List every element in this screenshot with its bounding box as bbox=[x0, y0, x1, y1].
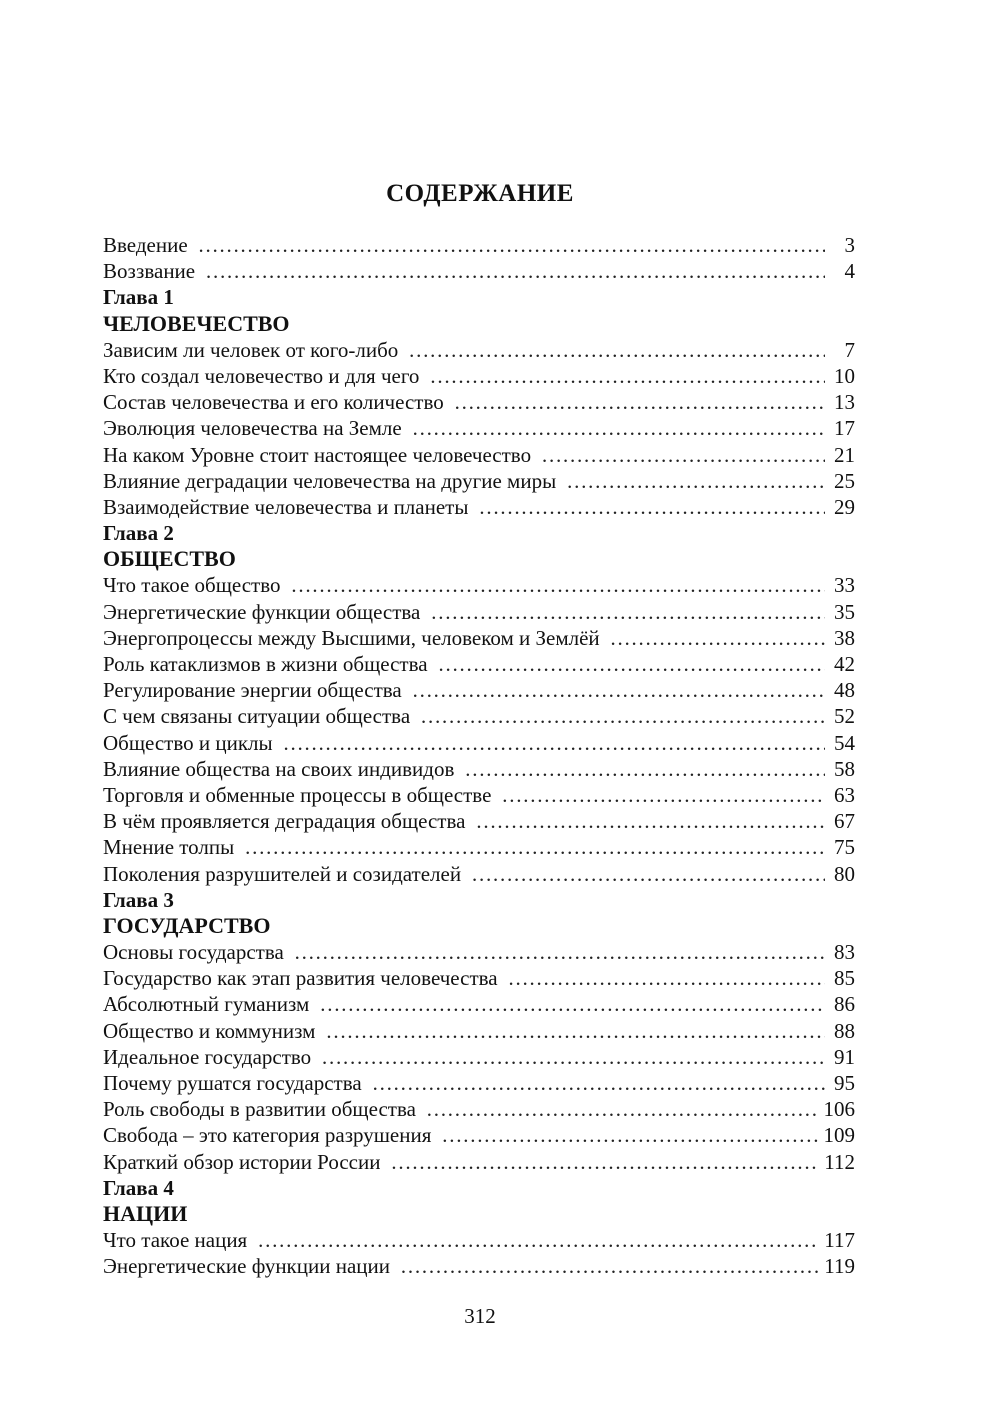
dot-leader bbox=[294, 939, 825, 965]
dot-leader bbox=[412, 415, 825, 441]
toc-entry bbox=[103, 1122, 855, 1148]
toc-entry-page: 58 bbox=[834, 756, 855, 781]
toc-entry-page: 29 bbox=[834, 494, 855, 519]
toc-entry bbox=[103, 808, 855, 834]
toc-entry-page: 54 bbox=[834, 730, 855, 755]
dot-leader bbox=[508, 965, 825, 991]
toc-entry-title: Влияние общества на своих индивидов bbox=[103, 756, 455, 781]
toc-entry bbox=[103, 1149, 855, 1175]
toc-entry-title: В чём проявляется деградация общества bbox=[103, 809, 466, 834]
toc-entry bbox=[103, 572, 855, 598]
toc-entry-title: Взаимодействие человечества и планеты bbox=[103, 494, 469, 519]
toc-entry bbox=[103, 1044, 855, 1070]
toc-entry-title: Основы государства bbox=[103, 940, 284, 965]
dot-leader bbox=[291, 572, 826, 598]
toc-entry-title: Свобода – это категория разрушения bbox=[103, 1123, 432, 1148]
toc-entry-page: 48 bbox=[834, 678, 855, 703]
toc-entry bbox=[103, 756, 855, 782]
toc-entry-page: 83 bbox=[834, 940, 855, 965]
page-title: СОДЕРЖАНИЕ bbox=[386, 180, 574, 207]
toc-entry-title: Регулирование энергии общества bbox=[103, 678, 402, 703]
toc-entry-page: 86 bbox=[834, 992, 855, 1017]
toc-entry bbox=[103, 468, 855, 494]
dot-leader bbox=[325, 1018, 825, 1044]
dot-leader bbox=[610, 625, 825, 651]
chapter-label: Глава 4 bbox=[103, 1175, 174, 1200]
toc-entry-page: 21 bbox=[834, 442, 855, 467]
toc-entry-page: 95 bbox=[834, 1071, 855, 1095]
toc-entry-title: Энергетические функции нации bbox=[103, 1254, 390, 1279]
toc-entry-title: Общество и коммунизм bbox=[103, 1018, 316, 1043]
toc-entry bbox=[103, 599, 855, 625]
toc-entry-title: Мнение толпы bbox=[103, 835, 235, 860]
chapter-label: Глава 3 bbox=[103, 887, 174, 912]
dot-leader bbox=[244, 834, 825, 860]
toc-entry-page: 13 bbox=[834, 390, 855, 415]
toc-entry-page: 38 bbox=[834, 625, 855, 650]
toc-entry bbox=[103, 991, 855, 1017]
chapter-title: ГОСУДАРСТВО bbox=[103, 912, 271, 938]
toc-entry bbox=[103, 625, 855, 651]
chapter-title: НАЦИИ bbox=[103, 1200, 188, 1226]
toc-entry-page: 85 bbox=[834, 966, 855, 991]
toc-entry-title: Что такое общество bbox=[103, 573, 281, 598]
toc-entry bbox=[103, 730, 855, 756]
toc-entry-page: 88 bbox=[834, 1018, 855, 1043]
toc-entry-page: 52 bbox=[834, 704, 855, 729]
toc-entry-title: Введение bbox=[103, 233, 188, 257]
toc-entry-title: Государство как этап развития человечества bbox=[103, 966, 498, 991]
page-number: 312 bbox=[464, 1304, 496, 1328]
dot-leader bbox=[430, 599, 825, 625]
toc-entry-title: Идеальное государство bbox=[103, 1044, 312, 1069]
toc-entry bbox=[103, 1253, 855, 1279]
toc-entry bbox=[103, 1227, 855, 1253]
toc-entry bbox=[103, 442, 855, 468]
table-of-contents bbox=[103, 232, 855, 1280]
toc-entry-title: Кто создал человечество и для чего bbox=[103, 363, 420, 388]
toc-entry-title: С чем связаны ситуации общества bbox=[103, 704, 411, 729]
toc-entry-page: 109 bbox=[823, 1123, 855, 1148]
toc-entry-page: 42 bbox=[834, 652, 855, 676]
toc-entry bbox=[103, 1070, 855, 1096]
toc-entry-title: Роль катаклизмов в жизни общества bbox=[103, 652, 428, 676]
toc-entry-title: Абсолютный гуманизм bbox=[103, 992, 310, 1017]
chapter-label: Глава 2 bbox=[103, 521, 174, 546]
toc-entry-title: Поколения разрушителей и созидателей bbox=[103, 861, 462, 886]
toc-entry-title: Энергетические функции общества bbox=[103, 599, 421, 624]
toc-entry-page: 75 bbox=[834, 835, 855, 860]
toc-entry-title: Краткий обзор истории России bbox=[103, 1149, 381, 1174]
dot-leader bbox=[454, 389, 825, 415]
toc-entry-title: Общество и циклы bbox=[103, 730, 273, 755]
dot-leader bbox=[321, 1044, 825, 1070]
toc-entry bbox=[103, 232, 855, 258]
dot-leader bbox=[475, 808, 825, 834]
chapter-title: ЧЕЛОВЕЧЕСТВО bbox=[103, 310, 290, 336]
toc-entry bbox=[103, 389, 855, 415]
dot-leader bbox=[319, 991, 825, 1017]
toc-entry bbox=[103, 939, 855, 965]
dot-leader bbox=[441, 1122, 817, 1148]
dot-leader bbox=[205, 258, 825, 284]
toc-entry-title: Торговля и обменные процессы в обществе bbox=[103, 782, 492, 807]
dot-leader bbox=[283, 730, 825, 756]
dot-leader bbox=[390, 1149, 818, 1175]
dot-leader bbox=[541, 442, 825, 468]
chapter-label: Глава 1 bbox=[103, 285, 174, 310]
toc-entry-page: 119 bbox=[824, 1254, 855, 1279]
chapter-title: ОБЩЕСТВО bbox=[103, 546, 236, 572]
dot-leader bbox=[478, 494, 825, 520]
toc-entry bbox=[103, 415, 855, 441]
toc-entry bbox=[103, 677, 855, 703]
toc-entry bbox=[103, 834, 855, 860]
toc-entry-title: Эволюция человечества на Земле bbox=[103, 416, 402, 441]
toc-entry bbox=[103, 965, 855, 991]
toc-entry-page: 112 bbox=[824, 1149, 855, 1174]
dot-leader bbox=[372, 1070, 825, 1096]
toc-entry-page: 7 bbox=[844, 337, 855, 362]
toc-entry-title: Зависим ли человек от кого-либо bbox=[103, 337, 399, 362]
toc-entry-page: 17 bbox=[834, 416, 855, 441]
toc-entry-title: На каком Уровне стоит настоящее человечество bbox=[103, 442, 532, 467]
dot-leader bbox=[464, 756, 825, 782]
toc-entry-page: 3 bbox=[844, 233, 855, 257]
toc-entry bbox=[103, 703, 855, 729]
toc-entry-page: 106 bbox=[823, 1097, 855, 1122]
toc-entry bbox=[103, 494, 855, 520]
dot-leader bbox=[471, 861, 825, 887]
toc-entry-title: Воззвание bbox=[103, 259, 196, 284]
toc-entry-page: 25 bbox=[834, 468, 855, 493]
toc-entry bbox=[103, 782, 855, 808]
dot-leader bbox=[408, 337, 825, 363]
toc-entry-title: Состав человечества и его количество bbox=[103, 390, 444, 415]
toc-entry-page: 91 bbox=[834, 1044, 855, 1069]
toc-entry-page: 67 bbox=[834, 809, 855, 834]
toc-entry-page: 10 bbox=[834, 363, 855, 388]
dot-leader bbox=[501, 782, 825, 808]
toc-entry bbox=[103, 1018, 855, 1044]
toc-entry bbox=[103, 651, 855, 677]
dot-leader bbox=[400, 1253, 818, 1279]
dot-leader bbox=[429, 363, 825, 389]
dot-leader bbox=[438, 651, 825, 677]
dot-leader bbox=[420, 703, 825, 729]
toc-entry bbox=[103, 363, 855, 389]
dot-leader bbox=[426, 1096, 818, 1122]
toc-entry bbox=[103, 337, 855, 363]
toc-entry-page: 63 bbox=[834, 782, 855, 807]
toc-entry-page: 33 bbox=[834, 573, 855, 598]
toc-entry-page: 117 bbox=[824, 1228, 855, 1253]
dot-leader bbox=[566, 468, 825, 494]
toc-entry bbox=[103, 258, 855, 284]
toc-entry-title: Энергопроцессы между Высшими, человеком и Землёй bbox=[103, 625, 600, 650]
toc-entry-title: Почему рушатся государства bbox=[103, 1071, 362, 1095]
toc-entry-title: Роль свободы в развитии общества bbox=[103, 1097, 416, 1122]
dot-leader bbox=[198, 232, 825, 258]
toc-entry bbox=[103, 1096, 855, 1122]
toc-entry-title: Влияние деградации человечества на другие миры bbox=[103, 468, 557, 493]
toc-entry-page: 80 bbox=[834, 861, 855, 886]
dot-leader bbox=[412, 677, 825, 703]
dot-leader bbox=[257, 1227, 818, 1253]
toc-entry-page: 4 bbox=[844, 259, 855, 284]
toc-entry-page: 35 bbox=[834, 599, 855, 624]
toc-entry bbox=[103, 861, 855, 887]
toc-entry-title: Что такое нация bbox=[103, 1228, 248, 1253]
